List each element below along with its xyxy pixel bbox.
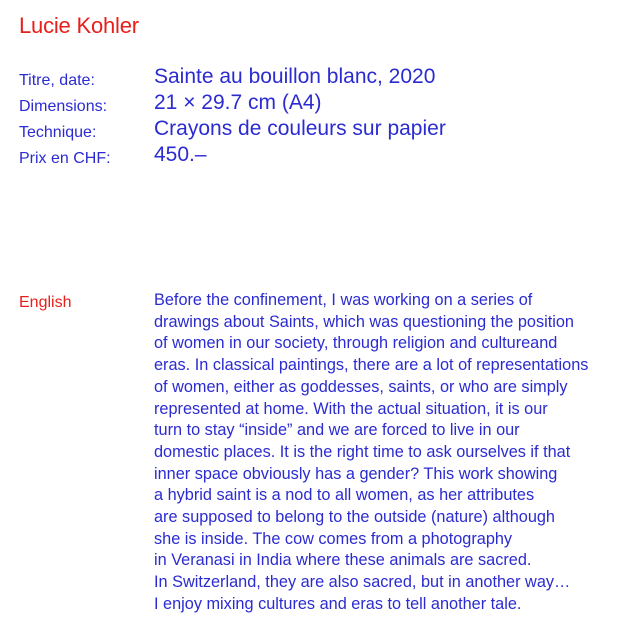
description-line: of women, either as goddesses, saints, or who are simply [154,377,568,396]
language-label: English [19,294,72,311]
spec-value-technique: Crayons de couleurs sur papier [154,117,446,140]
description-line: In Switzerland, they are also sacred, but in another way… [154,573,571,592]
description-line: a hybrid saint is a nod to all women, as her attributes [154,486,535,505]
description-line: domestic places. It is the right time to ask ourselves if that [154,442,571,461]
artwork-specs [19,64,629,168]
description-line: I enjoy mixing cultures and eras to tell another tale. [154,594,522,613]
description-line: eras. In classical paintings, there are a lot of representations [154,356,589,375]
artwork-description [154,290,630,616]
spec-label-price: Prix en CHF: [19,150,111,167]
description-line: are supposed to belong to the outside (nature) although [154,508,555,527]
spec-value-price: 450.– [154,143,207,166]
spec-row-price [19,142,629,168]
spec-row-technique [19,116,629,142]
description-line: drawings about Saints, which was questioning the position [154,312,574,331]
spec-value-dimensions: 21 × 29.7 cm (A4) [154,91,322,114]
spec-label-dimensions: Dimensions: [19,98,108,115]
description-line: turn to stay “inside” and we are forced to live in our [154,421,520,440]
description-line: in Veranasi in India where these animals are sacred. [154,551,532,570]
spec-label-technique: Technique: [19,124,97,141]
description-line: Before the confinement, I was working on a series of [154,291,533,309]
artist-name: Lucie Kohler [19,13,139,38]
spec-value-title: Sainte au bouillon blanc, 2020 [154,65,436,88]
description-line: inner space obviously has a gender? This work showing [154,464,558,483]
description-line: she is inside. The cow comes from a photography [154,529,513,548]
description-line: of women in our society, through religion and cultureand [154,334,558,353]
spec-label-title: Titre, date: [19,72,95,89]
spec-row-title [19,64,629,90]
description-line: represented at home. With the actual situation, it is our [154,399,548,418]
spec-row-dimensions [19,90,629,116]
